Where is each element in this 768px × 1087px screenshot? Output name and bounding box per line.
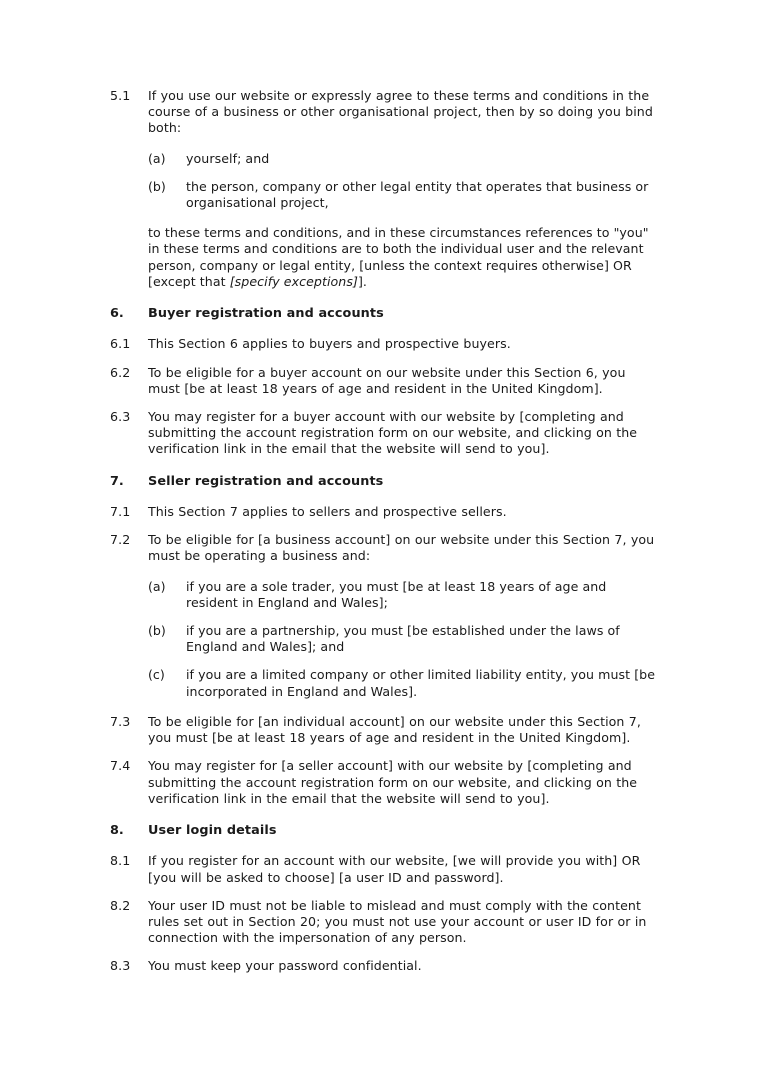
- subclause-5-1-b: [148, 179, 660, 211]
- clause-text: To be eligible for [a business account] on our website under this Section 7, you must be operating a business and:: [148, 532, 655, 564]
- clause-5-1: [110, 88, 660, 137]
- clause-6-2: [110, 365, 660, 397]
- clause-5-1-continuation: [148, 225, 660, 290]
- subclause-marker: (c): [148, 667, 165, 683]
- subclause-marker: (a): [148, 150, 166, 166]
- clause-text: You must keep your password confidential.: [148, 958, 422, 974]
- clause-text: This Section 6 applies to buyers and prospective buyers.: [148, 336, 511, 352]
- clause-7-3: [110, 714, 660, 746]
- clause-text: If you register for an account with our website, [we will provide you with] OR [you will be asked to choose] [a user ID and password].: [148, 853, 641, 885]
- clause-number: 7.3: [110, 713, 131, 729]
- subclause-text: yourself; and: [186, 150, 270, 166]
- clause-text: You may register for a buyer account with our website by [completing and submitting the account registration form on our website, and clicking on the verification link in the email that the website will send to you].: [148, 409, 638, 457]
- section-title: User login details: [148, 822, 277, 838]
- clause-7-2: [110, 532, 660, 564]
- clause-text: Your user ID must not be liable to mislead and must comply with the content rules set out in Section 20; you must not use your account or user ID for or in connection with the impersonation of any person.: [148, 897, 647, 946]
- section-heading-7: [110, 474, 660, 490]
- clause-7-1: [110, 504, 660, 520]
- section-number: 8.: [110, 822, 124, 838]
- clause-text: To be eligible for a buyer account on our website under this Section 6, you must [be at least 18 years of age and resident in the United Kingdom].: [148, 364, 626, 396]
- section-number: 6.: [110, 306, 124, 322]
- clause-number: 5.1: [110, 88, 131, 103]
- subclause-text: the person, company or other legal entity that operates that business or organisational project,: [186, 178, 649, 211]
- clause-text: If you use our website or expressly agree to these terms and conditions in the course of a business or other organisational project, then by so doing you bind both:: [148, 88, 653, 136]
- continuation-text-after: ].: [357, 273, 367, 289]
- subclause-marker: (b): [148, 178, 166, 194]
- clause-number: 8.2: [110, 897, 131, 913]
- clause-text: You may register for [a seller account] with our website by [completing and submitting the account registration form on our website, and clicking on the verification link in the email that the website will send to you].: [148, 758, 638, 806]
- specify-exceptions-placeholder: [specify exceptions]: [229, 273, 358, 289]
- clause-number: 7.4: [110, 758, 131, 774]
- subclause-text: if you are a sole trader, you must [be at least 18 years of age and resident in England and Wales];: [186, 578, 607, 610]
- clause-6-1: [110, 336, 660, 352]
- section-number: 7.: [110, 473, 124, 489]
- subclause-7-2-b: [148, 623, 660, 655]
- section-heading-8: [110, 823, 660, 839]
- subclause-7-2-a: [148, 579, 660, 611]
- clause-8-1: [110, 853, 660, 885]
- clause-number: 8.1: [110, 853, 131, 869]
- clause-6-3: [110, 409, 660, 458]
- clause-number: 6.2: [110, 364, 131, 380]
- subclause-5-1-a: [148, 151, 660, 167]
- subclause-text: if you are a limited company or other limited liability entity, you must [be incorporated in England and Wales].: [186, 667, 656, 699]
- section-heading-6: [110, 306, 660, 322]
- clause-8-2: [110, 898, 660, 947]
- clause-number: 7.1: [110, 504, 131, 520]
- clause-number: 6.3: [110, 409, 131, 425]
- subclause-text: if you are a partnership, you must [be established under the laws of England and Wales]; and: [186, 623, 620, 655]
- clause-text: To be eligible for [an individual account] on our website under this Section 7, you must [be at least 18 years of age and resident in the United Kingdom].: [148, 713, 641, 746]
- document-body: [110, 88, 660, 987]
- clause-number: 7.2: [110, 532, 131, 548]
- clause-7-4: [110, 758, 660, 807]
- clause-number: 8.3: [110, 958, 131, 974]
- section-title: Seller registration and accounts: [148, 473, 384, 489]
- continuation-text-before: to these terms and conditions, and in these circumstances references to "you" in these terms and conditions are to both the individual user and the relevant person, company or legal entity, [unless the context requires otherwise] OR [except that: [148, 225, 649, 289]
- subclause-7-2-c: [148, 667, 660, 699]
- clause-text: This Section 7 applies to sellers and prospective sellers.: [148, 504, 507, 520]
- subclause-marker: (b): [148, 623, 166, 639]
- clause-8-3: [110, 958, 660, 974]
- clause-number: 6.1: [110, 336, 131, 352]
- subclause-marker: (a): [148, 578, 166, 594]
- section-title: Buyer registration and accounts: [148, 306, 384, 322]
